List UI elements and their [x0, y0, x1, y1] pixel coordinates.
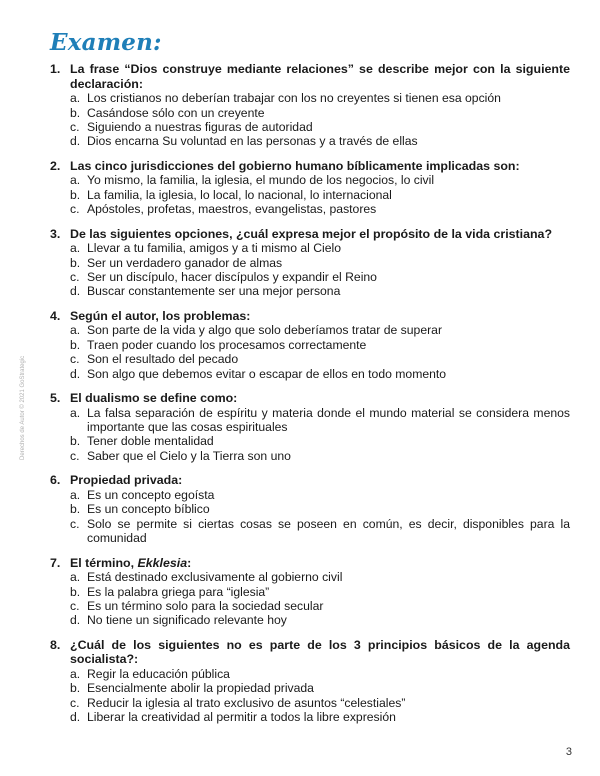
option-a [70, 406, 570, 435]
option-text: Esencialmente abolir la propiedad privada [87, 681, 314, 696]
option-letter: c. [70, 120, 80, 134]
option-d [70, 710, 570, 724]
option-text: Yo mismo, la familia, la iglesia, el mundo de los negocios, lo civil [87, 173, 435, 188]
question-3 [50, 227, 570, 299]
page-title: Examen: [50, 29, 162, 56]
option-text: Reducir la iglesia al trato exclusivo de asuntos “celestiales” [87, 695, 406, 710]
option-b [70, 681, 570, 695]
option-d [70, 613, 570, 627]
option-letter: a. [70, 323, 81, 338]
option-text: Es un concepto bíblico [87, 502, 210, 517]
question-text: El dualismo se define como: [70, 391, 238, 406]
option-a [70, 241, 570, 255]
question-number: 8. [50, 637, 61, 652]
option-letter: a. [70, 487, 81, 502]
option-text: Buscar constantemente ser una mejor persona [87, 284, 341, 299]
question-number: 6. [50, 473, 61, 488]
option-b [70, 188, 570, 202]
option-d [70, 134, 570, 148]
option-a [70, 667, 570, 681]
question-text: Las cinco jurisdicciones del gobierno humano bíblicamente implicadas son: [70, 158, 520, 173]
option-b [70, 585, 570, 599]
option-letter: b. [70, 681, 81, 696]
option-b [70, 338, 570, 352]
option-text: Tener doble mentalidad [87, 434, 214, 449]
option-text: Apóstoles, profetas, maestros, evangelistas, pastores [87, 202, 377, 217]
question-text: La frase “Dios construye mediante relaciones” se describe mejor con la siguiente declaración: [70, 62, 570, 91]
option-letter: b. [70, 105, 81, 120]
question-number: 7. [50, 555, 61, 570]
question-text-prefix: El término, [70, 555, 138, 570]
option-text: Solo se permite si ciertas cosas se poseen en común, es decir, disponibles para la comunidad [87, 516, 570, 546]
question-number: 5. [50, 391, 61, 406]
option-a [70, 570, 570, 584]
question-5 [50, 391, 570, 463]
option-text: Ser un verdadero ganador de almas [87, 255, 283, 270]
option-a [70, 323, 570, 337]
question-2 [50, 159, 570, 217]
option-b [70, 256, 570, 270]
question-number: 1. [50, 62, 61, 76]
question-6 [50, 473, 570, 545]
option-text: Los cristianos no deberían trabajar con los no creyentes si tienen esa opción [87, 91, 501, 106]
copyright-note: Derechos de Autor © 2021 GoStrategic [20, 355, 26, 460]
option-text: La familia, la iglesia, lo local, lo nacional, lo internacional [87, 187, 392, 202]
option-letter: a. [70, 570, 81, 585]
option-a [70, 91, 570, 105]
question-number: 2. [50, 158, 61, 173]
question-text-emphasis: Ekklesia [137, 555, 188, 570]
question-8 [50, 638, 570, 725]
option-letter: a. [70, 241, 81, 256]
option-letter: a. [70, 91, 81, 106]
option-letter: d. [70, 134, 81, 149]
option-c [70, 352, 570, 366]
option-b [70, 502, 570, 516]
option-letter: c. [70, 352, 80, 367]
option-text: Es un término solo para la sociedad secular [87, 598, 324, 613]
option-text: Está destinado exclusivamente al gobierno civil [87, 570, 343, 585]
option-text: Son algo que debemos evitar o escapar de ellos en todo momento [87, 366, 447, 381]
question-text: Según el autor, los problemas: [70, 308, 251, 323]
option-letter: b. [70, 584, 81, 599]
option-letter: a. [70, 405, 81, 420]
option-text: Es la palabra griega para “iglesia” [87, 584, 270, 599]
option-letter: b. [70, 502, 81, 517]
option-text: Casándose sólo con un creyente [87, 105, 265, 120]
option-text: Dios encarna Su voluntad en las personas y a través de ellas [87, 134, 418, 149]
option-text: Regir la educación pública [87, 666, 230, 681]
option-text: Llevar a tu familia, amigos y a ti mismo al Cielo [87, 241, 341, 256]
question-7 [50, 556, 570, 628]
option-c [70, 449, 570, 463]
option-letter: c. [70, 516, 80, 531]
option-letter: a. [70, 173, 81, 188]
question-text: Propiedad privada: [70, 473, 183, 488]
option-letter: d. [70, 613, 81, 628]
option-text: Son el resultado del pecado [87, 352, 239, 367]
option-text: Son parte de la vida y algo que solo deberíamos tratar de superar [87, 323, 443, 338]
option-c [70, 599, 570, 613]
option-text: Liberar la creatividad al permitir a todos la libre expresión [87, 710, 396, 725]
option-b [70, 106, 570, 120]
option-c [70, 120, 570, 134]
option-d [70, 284, 570, 298]
option-letter: b. [70, 187, 81, 202]
question-text: ¿Cuál de los siguientes no es parte de los 3 principios básicos de la agenda socialista?: [70, 637, 570, 667]
option-letter: a. [70, 666, 81, 681]
question-text: De las siguientes opciones, ¿cuál expresa mejor el propósito de la vida cristiana? [70, 226, 553, 241]
option-text: Ser un discípulo, hacer discípulos y expandir el Reino [87, 270, 377, 285]
question-list [50, 62, 570, 735]
option-text: La falsa separación de espíritu y materia donde el mundo material se considera menos importante que las cosas espirituales [87, 405, 570, 435]
option-text: Traen poder cuando los procesamos correctamente [87, 337, 367, 352]
option-letter: c. [70, 695, 80, 710]
option-a [70, 488, 570, 502]
option-a [70, 173, 570, 187]
option-letter: c. [70, 202, 80, 217]
option-c [70, 696, 570, 710]
option-text: Es un concepto egoísta [87, 487, 215, 502]
option-letter: b. [70, 337, 81, 352]
option-letter: c. [70, 448, 80, 463]
option-letter: b. [70, 434, 81, 449]
question-number: 3. [50, 226, 61, 241]
option-letter: d. [70, 366, 81, 381]
option-text: Siguiendo a nuestras figuras de autoridad [87, 120, 313, 134]
question-number: 4. [50, 308, 61, 323]
option-letter: d. [70, 710, 81, 725]
question-text [70, 556, 570, 571]
option-text: Saber que el Cielo y la Tierra son uno [87, 448, 291, 463]
option-c [70, 202, 570, 216]
option-c [70, 517, 570, 546]
question-4 [50, 309, 570, 381]
question-text-suffix: : [187, 555, 192, 570]
option-b [70, 434, 570, 448]
page-number: 3 [565, 746, 572, 758]
option-text: No tiene un significado relevante hoy [87, 613, 287, 628]
option-c [70, 270, 570, 284]
option-letter: d. [70, 284, 81, 299]
option-letter: c. [70, 598, 80, 613]
question-1 [50, 62, 570, 149]
option-letter: b. [70, 255, 81, 270]
option-d [70, 367, 570, 381]
option-letter: c. [70, 270, 80, 285]
